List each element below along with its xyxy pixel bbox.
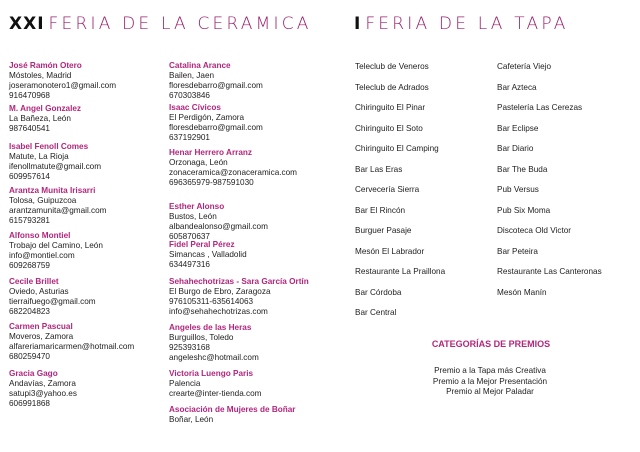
ceramica-title-number: XXI — [9, 14, 45, 34]
exhibitor-entry — [9, 231, 103, 271]
exhibitor-detail: 605870637 — [169, 232, 210, 241]
exhibitor-detail: 976105311-635614063 — [169, 297, 254, 306]
exhibitor-detail: Moveros, Zamora — [9, 332, 74, 341]
exhibitor-detail: Oviedo, Asturias — [9, 287, 69, 296]
exhibitor-entry — [9, 369, 77, 409]
exhibitor-detail: Orzonaga, León — [169, 158, 228, 167]
exhibitor-name: Victoria Luengo Paris — [169, 369, 254, 378]
exhibitor-detail: Bustos, León — [169, 212, 217, 221]
ceramica-fair-title — [9, 14, 312, 34]
exhibitor-name: Arantza Munita Irisarri — [9, 186, 96, 195]
exhibitor-name: Carmen Pascual — [9, 322, 73, 331]
exhibitor-name: Esther Alonso — [169, 202, 225, 211]
exhibitor-detail: 696365979-987591030 — [169, 178, 254, 187]
exhibitor-detail: 987640541 — [9, 124, 50, 133]
exhibitor-name: Isabel Fenoll Comes — [9, 142, 89, 151]
prize-category: Premio al Mejor Paladar — [446, 387, 534, 396]
exhibitor-detail: 670303846 — [169, 91, 210, 100]
bar-name: Teleclub de Veneros — [355, 62, 429, 71]
exhibitor-entry — [169, 405, 296, 425]
bar-name: Bar Diario — [497, 144, 534, 153]
bar-name: Chiringuito El Soto — [355, 123, 423, 133]
bar-name: Discoteca Old Victor — [497, 226, 572, 235]
bar-name: Pub Six Moma — [497, 205, 551, 215]
exhibitor-detail: Trobajo del Camino, León — [9, 241, 103, 250]
exhibitor-email[interactable]: joseramonotero1@gmail.com — [9, 81, 117, 90]
bar-name: Chiringuito El Camping — [355, 144, 439, 153]
bar-name: Burguer Pasaje — [355, 226, 412, 235]
exhibitor-entry — [169, 369, 262, 399]
exhibitor-entry — [169, 61, 263, 101]
exhibitor-email[interactable]: floresdebarro@gmail.com — [169, 123, 263, 132]
exhibitor-detail: Burguillos, Toledo — [169, 333, 234, 342]
exhibitor-name: Henar Herrero Arranz — [169, 148, 252, 157]
bar-name: Cervecería Sierra — [355, 185, 420, 194]
bar-name: Pastelería Las Cerezas — [497, 103, 583, 112]
exhibitor-detail: Móstoles, Madrid — [9, 71, 72, 80]
exhibitor-email[interactable]: satupi3@yahoo.es — [9, 389, 77, 398]
exhibitor-detail: 606991868 — [9, 399, 50, 408]
exhibitor-email[interactable]: floresdebarro@gmail.com — [169, 81, 263, 90]
exhibitor-email[interactable]: angeleshc@hotmail.com — [169, 353, 259, 362]
exhibitor-entry — [9, 61, 116, 101]
exhibitor-name: José Ramón Otero — [9, 61, 82, 70]
exhibitor-detail: Andavías, Zamora — [9, 379, 76, 388]
exhibitor-email[interactable]: ifenollmatute@gmail.com — [9, 162, 102, 171]
bar-name: Bar Central — [355, 308, 397, 317]
tapa-fair-title — [354, 14, 569, 34]
exhibitor-detail: El Burgo de Ebro, Zaragoza — [169, 287, 271, 296]
exhibitor-email[interactable]: zonaceramica@zonaceramica.com — [169, 168, 297, 177]
exhibitor-email[interactable]: info@montiel.com — [9, 251, 75, 260]
exhibitor-detail: Tolosa, Guipuzcoa — [9, 196, 77, 205]
exhibitor-name: Alfonso Montiel — [9, 231, 71, 240]
bar-name: Bar Azteca — [497, 82, 537, 92]
bar-name: Mesón Manín — [497, 287, 547, 297]
exhibitor-entry — [169, 277, 309, 317]
exhibitor-detail: 682204823 — [9, 307, 50, 316]
exhibitor-entry — [169, 323, 259, 363]
exhibitor-email[interactable]: crearte@inter-tienda.com — [169, 389, 262, 398]
prize-category: Premio a la Mejor Presentación — [432, 376, 548, 386]
exhibitor-name: Cecile Brillet — [9, 277, 59, 286]
exhibitor-email[interactable]: alfareriamaricarmen@hotmail.com — [9, 342, 135, 351]
exhibitor-entry — [169, 240, 247, 270]
bar-name: Chiringuito El Pinar — [355, 103, 426, 112]
bar-name: Cafetería Viejo — [497, 62, 552, 71]
tapa-title-number: I — [354, 14, 362, 34]
bar-name: Bar Córdoba — [355, 287, 402, 297]
exhibitor-email[interactable]: arantzamunita@gmail.com — [9, 206, 107, 215]
exhibitor-detail: 609957614 — [9, 172, 50, 181]
exhibitor-detail: 680259470 — [9, 352, 50, 361]
bar-name: Bar El Rincón — [355, 205, 406, 215]
exhibitor-detail: 925393168 — [169, 343, 210, 352]
exhibitor-detail: Palencia — [169, 379, 201, 388]
exhibitor-detail: 634497316 — [169, 260, 210, 269]
exhibitor-name: Gracia Gago — [9, 369, 58, 378]
exhibitor-detail: La Bañeza, León — [9, 114, 71, 123]
exhibitor-email[interactable]: albandealonso@gmail.com — [169, 222, 268, 231]
bar-name: Mesón El Labrador — [355, 246, 425, 256]
exhibitor-email[interactable]: tierraifuego@gmail.com — [9, 297, 96, 306]
exhibitor-detail: El Perdigón, Zamora — [169, 113, 245, 122]
exhibitor-name: Sehahechotrizas - Sara García Ortín — [169, 277, 309, 286]
bar-name: Teleclub de Adrados — [355, 82, 429, 92]
prize-category: Premio a la Tapa más Creativa — [434, 366, 546, 375]
bar-name: Bar Peteira — [497, 246, 538, 256]
bar-name: Restaurante Las Canteronas — [497, 267, 602, 276]
exhibitor-name: Angeles de las Heras — [169, 323, 252, 332]
bar-name: Pub Versus — [497, 185, 539, 194]
exhibitor-email[interactable]: info@sehahechotrizas.com — [169, 307, 268, 316]
exhibitor-detail: 615793281 — [9, 216, 50, 225]
exhibitor-entry — [169, 202, 268, 242]
ceramica-title-text: FERIA DE LA CERAMICA — [48, 14, 312, 34]
exhibitor-name: Asociación de Mujeres de Boñar — [169, 405, 296, 414]
tapa-title-text: FERIA DE LA TAPA — [365, 14, 569, 34]
exhibitor-entry — [9, 104, 81, 134]
exhibitor-detail: Boñar, León — [169, 415, 214, 424]
exhibitor-entry — [9, 277, 96, 317]
exhibitor-name: Catalina Arance — [169, 61, 231, 70]
bar-name: Bar Eclipse — [497, 123, 539, 133]
exhibitor-entry — [169, 103, 263, 143]
exhibitor-entry — [9, 142, 101, 182]
bar-name: Bar Las Eras — [355, 164, 403, 174]
exhibitor-name: Isaac Cívicos — [169, 103, 221, 112]
exhibitor-entry — [9, 322, 134, 362]
exhibitor-detail: Simancas , Valladolid — [169, 250, 247, 259]
exhibitor-detail: 916470968 — [9, 91, 50, 100]
bar-name: Restaurante La Praillona — [355, 267, 446, 276]
exhibitor-detail: 609268759 — [9, 261, 50, 270]
exhibitor-entry — [169, 148, 297, 188]
exhibitor-entry — [9, 186, 107, 226]
exhibitor-detail: 637192901 — [169, 133, 210, 142]
exhibitor-name: M. Angel Gonzalez — [9, 104, 82, 113]
exhibitor-detail: Matute, La Rioja — [9, 152, 69, 161]
exhibitor-name: Fidel Peral Pérez — [169, 240, 235, 249]
bar-name: Bar The Buda — [497, 164, 548, 174]
exhibitor-detail: Bailen, Jaen — [169, 71, 215, 80]
prizes-title: CATEGORÍAS DE PREMIOS — [431, 339, 551, 349]
